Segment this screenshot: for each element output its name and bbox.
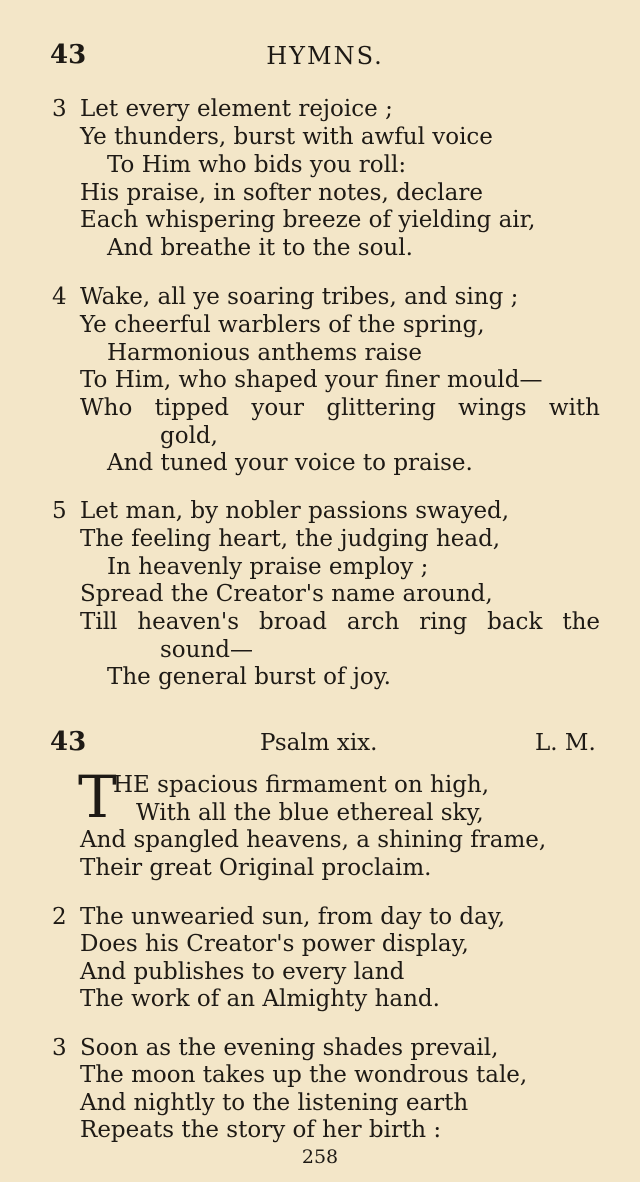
hymn-number: 43 bbox=[50, 727, 87, 757]
verse-line: Harmonious anthems raise bbox=[107, 340, 422, 366]
verse-line: gold, bbox=[160, 423, 218, 449]
verse-line: Does his Creator's power display, bbox=[80, 931, 469, 957]
verse-line: Let every element rejoice ; bbox=[80, 96, 393, 122]
verse-line: Ye cheerful warblers of the spring, bbox=[80, 312, 485, 338]
verse-number: 4 bbox=[52, 284, 67, 310]
verse-line: And breathe it to the soul. bbox=[107, 235, 413, 261]
header-hymn-number: 43 bbox=[50, 40, 87, 70]
verse-line: Ye thunders, burst with awful voice bbox=[80, 124, 493, 150]
verse-number: 5 bbox=[52, 498, 67, 524]
verse-line: The moon takes up the wondrous tale, bbox=[80, 1062, 528, 1088]
verse-line: The feeling heart, the judging head, bbox=[80, 526, 501, 552]
verse-line: The work of an Almighty hand. bbox=[80, 986, 440, 1012]
verse-line: sound— bbox=[160, 637, 253, 663]
verse-line: Their great Original proclaim. bbox=[80, 855, 432, 881]
verse-line: To Him who bids you roll: bbox=[107, 152, 407, 178]
verse-line: Soon as the evening shades prevail, bbox=[80, 1035, 499, 1061]
drop-cap: T bbox=[78, 763, 117, 831]
verse-line: Let man, by nobler passions swayed, bbox=[80, 498, 510, 524]
verse-line: The unwearied sun, from day to day, bbox=[80, 904, 506, 930]
verse-line: Repeats the story of her birth : bbox=[80, 1117, 442, 1143]
verse-line: And spangled heavens, a shining frame, bbox=[80, 827, 547, 853]
hymn-title: Psalm xix. bbox=[260, 730, 378, 756]
verse-line: Spread the Creator's name around, bbox=[80, 581, 493, 607]
verse-line: With all the blue ethereal sky, bbox=[136, 800, 484, 826]
verse-number: 3 bbox=[52, 96, 67, 122]
verse-line: And tuned your voice to praise. bbox=[107, 450, 473, 476]
header-title: HYMNS. bbox=[266, 42, 384, 70]
hymn-meter: L. M. bbox=[535, 730, 596, 756]
verse-line: Till heaven's broad arch ring back the bbox=[80, 609, 600, 635]
verse-line: Who tipped your glittering wings with bbox=[80, 395, 600, 421]
verse-line: And publishes to every land bbox=[80, 959, 405, 985]
verse-number: 2 bbox=[52, 904, 67, 930]
verse-line: HE spacious firmament on high, bbox=[113, 772, 490, 798]
verse-line: Each whispering breeze of yielding air, bbox=[80, 207, 536, 233]
verse-line: In heavenly praise employ ; bbox=[107, 554, 429, 580]
verse-line: And nightly to the listening earth bbox=[80, 1090, 469, 1116]
running-header bbox=[50, 40, 600, 80]
verse-line: His praise, in softer notes, declare bbox=[80, 180, 483, 206]
page-number: 258 bbox=[301, 1146, 339, 1168]
verse-line: Wake, all ye soaring tribes, and sing ; bbox=[80, 284, 519, 310]
verse-number: 3 bbox=[52, 1035, 67, 1061]
verse-line: To Him, who shaped your finer mould— bbox=[80, 367, 543, 393]
verse-line: The general burst of joy. bbox=[107, 664, 391, 690]
